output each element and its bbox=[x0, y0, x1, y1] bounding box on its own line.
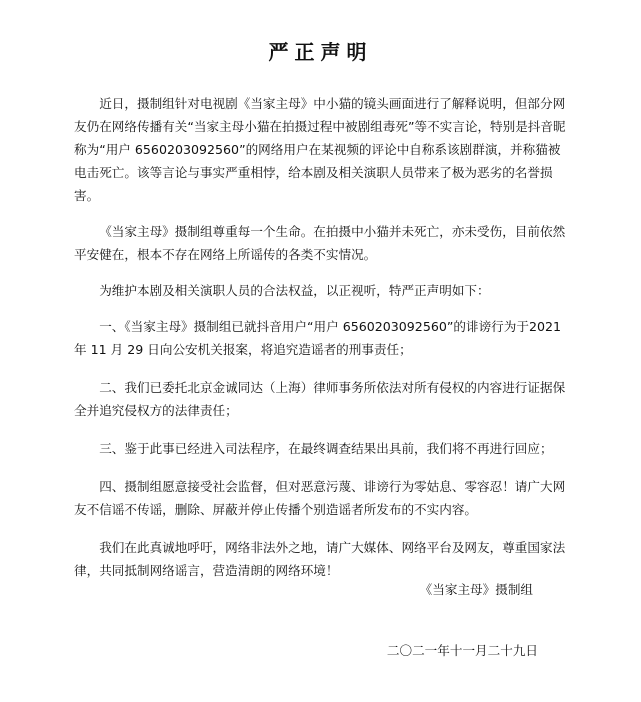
paragraph-item-1: 一、《当家主母》摄制组已就抖音用户“用户 6560203092560”的诽谤行为于2021 年 11 月 29 日向公安机关报案，将追究造谣者的刑事责任； bbox=[74, 319, 561, 357]
paragraph-item-4: 四、摄制组愿意接受社会监督，但对恶意污蔑、诽谤行为零姑息、零容忍！请广大网友不信谣不传谣，删除、屏蔽并停止传播个别造谣者所发布的不实内容。 bbox=[74, 479, 566, 517]
paragraph-item-2: 二、我们已委托北京金诚同达（上海）律师事务所依法对所有侵权的内容进行证据保全并追究侵权方的法律责任； bbox=[74, 380, 566, 418]
paragraph-intro: 近日，摄制组针对电视剧《当家主母》中小猫的镜头画面进行了解释说明，但部分网友仍在网络传播有关“当家主母小猫在拍摄过程中被剧组毒死”等不实言论，特别是抖音昵称为“用户 6560203092560”的网络用户在某视频的评论中自称系该剧群演，并称猫被电击死亡。该等言论与事实严重相悖，给本剧及相关演职人员带来了极为恶劣的名誉损害。 bbox=[74, 96, 566, 203]
statement-date: 二〇二一年十一月二十九日 bbox=[386, 643, 538, 658]
paragraph-cat-safe: 《当家主母》摄制组尊重每一个生命。在拍摄中小猫并未死亡，亦未受伤，目前依然平安健在，根本不存在网络上所谣传的各类不实情况。 bbox=[74, 224, 566, 262]
signature: 《当家主母》摄制组 bbox=[419, 582, 533, 597]
document-body bbox=[74, 92, 566, 595]
paragraph-appeal: 我们在此真诚地呼吁，网络非法外之地，请广大媒体、网络平台及网友，尊重国家法律，共同抵制网络谣言，营造清朗的网络环境！ bbox=[74, 540, 566, 578]
paragraph-declaration-lead: 为维护本剧及相关演职人员的合法权益，以正视听，特严正声明如下： bbox=[99, 283, 490, 298]
document-title: 严正声明 bbox=[268, 40, 373, 64]
paragraph-item-3: 三、鉴于此事已经进入司法程序，在最终调查结果出具前，我们将不再进行回应； bbox=[99, 441, 553, 456]
